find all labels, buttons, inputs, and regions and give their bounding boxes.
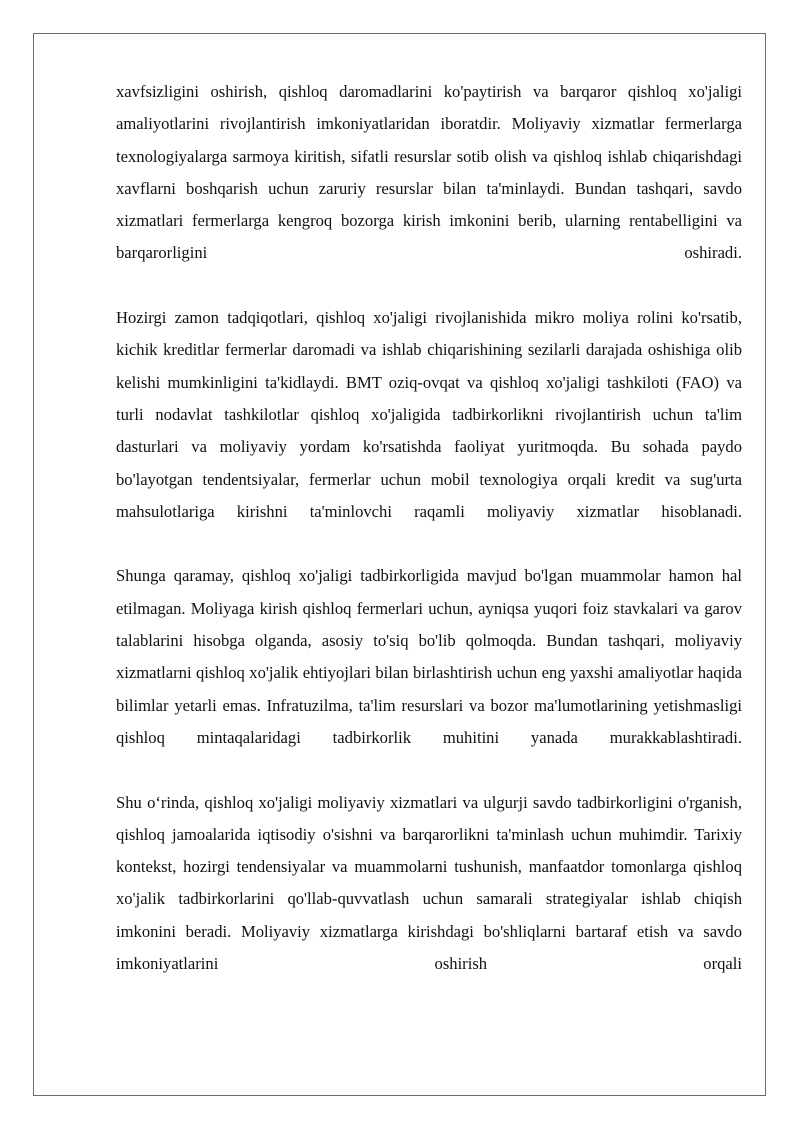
paragraph-1: xavfsizligini oshirish, qishloq daromadlarini ko'paytirish va barqaror qishloq xo'jaligi amaliyotlarini rivojlantirish imkoniyatlaridan iboratdir. Moliyaviy xizmatlar fermerlarga texnologiyalarga sarmoya kiritish, sifatli resurslar sotib olish va qishloq ishlab chiqarishdagi xavflarni boshqarish uchun zaruriy resurslar bilan ta'minlaydi. Bundan tashqari, savdo xizmatlari fermerlarga kengroq bozorga kirish imkonini berib, ularning rentabelligini va barqarorligini oshiradi. (116, 82, 742, 263)
paragraph-2: Hozirgi zamon tadqiqotlari, qishloq xo'jaligi rivojlanishida mikro moliya rolini ko'rsatib, kichik kreditlar fermerlar daromadi va ishlab chiqarishining sezilarli darajada oshishiga olib kelishi mumkinligini ta'kidlaydi. BMT oziq-ovqat va qishloq xo'jaligi tashkiloti (FAO) va turli nodavlat tashkilotlar qishloq xo'jaligida tadbirkorlikni rivojlantirish uchun ta'lim dasturlari va moliyaviy yordam ko'rsatishda faoliyat yuritmoqda. Bu sohada paydo bo'layotgan tendentsiyalar, fermerlar uchun mobil texnologiya orqali kredit va sug'urta mahsulotlariga kirishni ta'minlovchi raqamli moliyaviy xizmatlar hisoblanadi. (116, 308, 742, 521)
document-body (116, 76, 742, 1013)
paragraph-3: Shunga qaramay, qishloq xo'jaligi tadbirkorligida mavjud bo'lgan muammolar hamon hal etilmagan. Moliyaga kirish qishloq fermerlari uchun, ayniqsa yuqori foiz stavkalari va garov talablarini hisobga olganda, asosiy to'siq bo'lib qolmoqda. Bundan tashqari, moliyaviy xizmatlarni qishloq xo'jalik ehtiyojlari bilan birlashtirish uchun eng yaxshi amaliyotlar haqida bilimlar yetarli emas. Infratuzilma, ta'lim resurslari va bozor ma'lumotlarining yetishmasligi qishloq mintaqalaridagi tadbirkorlik muhitini yanada murakkablashtiradi. (116, 566, 742, 747)
paragraph-4: Shu o‘rinda, qishloq xo'jaligi moliyaviy xizmatlari va ulgurji savdo tadbirkorligini o'rganish, qishloq jamoalarida iqtisodiy o'sishni va barqarorlikni ta'minlash uchun muhimdir. Tarixiy kontekst, hozirgi tendensiyalar va muammolarni tushunish, manfaatdor tomonlarga qishloq xo'jalik tadbirkorlarini qo'llab-quvvatlash uchun samarali strategiyalar ishlab chiqish imkonini beradi. Moliyaviy xizmatlarga kirishdagi bo'shliqlarni bartaraf etish va savdo imkoniyatlarini oshirish orqali (116, 792, 742, 974)
